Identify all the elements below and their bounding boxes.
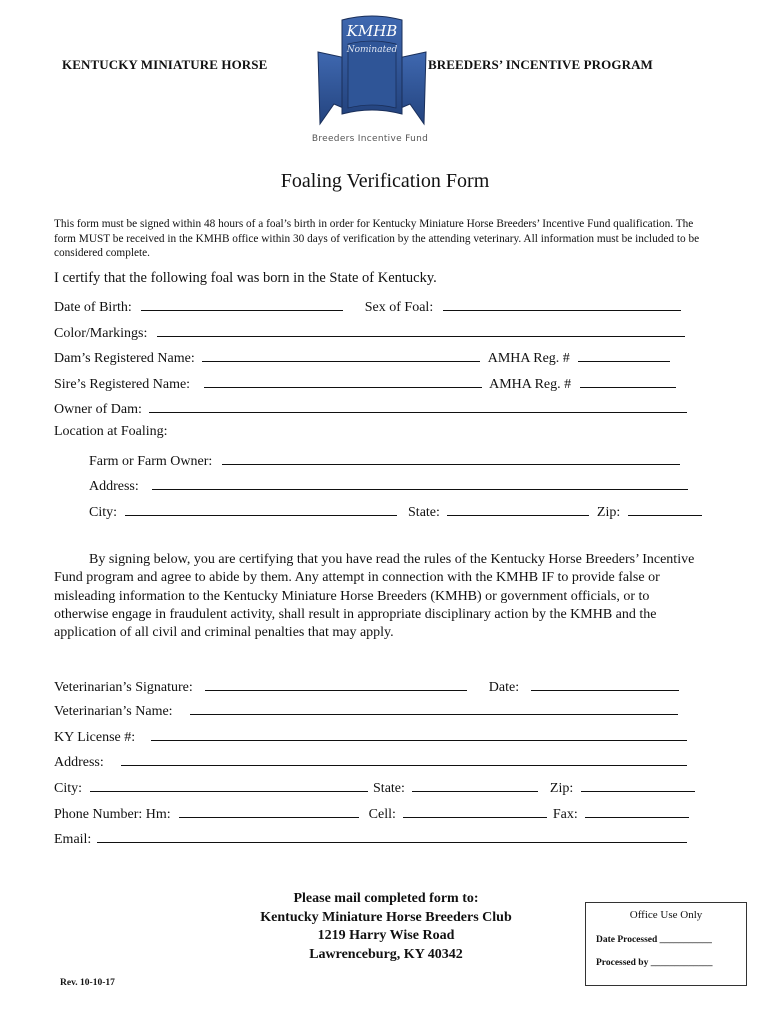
phone-label: Phone Number: Hm: xyxy=(54,807,171,822)
row-owner xyxy=(54,398,694,418)
row-phone xyxy=(54,803,694,823)
logo-caption: Breeders Incentive Fund xyxy=(311,134,429,144)
sire-field[interactable] xyxy=(204,373,482,388)
mail-line-4: Lawrenceburg, KY 40342 xyxy=(309,946,463,962)
row-email xyxy=(54,828,694,848)
cell-field[interactable] xyxy=(403,803,547,818)
vet-name-field[interactable] xyxy=(190,700,678,715)
address-field[interactable] xyxy=(152,475,688,490)
farm-field[interactable] xyxy=(222,450,680,465)
date-processed[interactable]: Date Processed ___________ xyxy=(596,935,712,945)
intro-text: This form must be signed within 48 hours of a foal’s birth in order for Kentucky Miniature Horse Breeders’ Incentive Fund qualification. The form MUST be received in the KMHB office within 30 days of verification by the attending veterinary. All information must be included to be considered complete. xyxy=(54,218,700,259)
sire-reg-field[interactable] xyxy=(580,373,676,388)
phone-field[interactable] xyxy=(179,803,359,818)
header-left-title: KENTUCKY MINIATURE HORSE xyxy=(62,57,268,72)
vet-city-label: City: xyxy=(54,781,83,796)
farm-label: Farm or Farm Owner: xyxy=(89,454,213,469)
dam-reg-label: AMHA Reg. # xyxy=(487,351,570,366)
vet-zip-field[interactable] xyxy=(581,777,695,792)
row-color xyxy=(54,322,694,342)
form-title: Foaling Verification Form xyxy=(280,170,490,192)
row-farm xyxy=(89,450,694,470)
agreement-text: By signing below, you are certifying that you have read the rules of the Kentucky Horse Breeders’ Incentive Fund program and agree to abide by them. Any attempt in connection with the KMHB IF to provide false or misleading information to the Kentucky Miniature Horse Breeders (KMHB) or government officials, or to otherwise engage in fraudulent activity, shall result in appropriate disciplinary action by the KMHB and the application of all civil and criminal penalties that may apply. xyxy=(54,552,695,641)
header-right-title: BREEDERS’ INCENTIVE PROGRAM xyxy=(428,57,653,72)
dam-reg-field[interactable] xyxy=(578,347,670,362)
cell-label: Cell: xyxy=(368,807,396,822)
license-field[interactable] xyxy=(151,726,687,741)
zip-label: Zip: xyxy=(596,505,621,520)
mail-instructions xyxy=(236,890,536,964)
row-city-state-zip xyxy=(89,501,694,521)
city-field[interactable] xyxy=(125,501,397,516)
sire-label: Sire’s Registered Name: xyxy=(54,377,191,392)
address-label: Address: xyxy=(89,479,139,494)
state-field[interactable] xyxy=(447,501,589,516)
sex-label: Sex of Foal: xyxy=(364,300,434,315)
row-vet-name xyxy=(54,700,694,720)
vet-date-label: Date: xyxy=(488,680,520,695)
row-address xyxy=(89,475,694,495)
color-label: Color/Markings: xyxy=(54,326,148,341)
logo-kmhb-text: KMHB xyxy=(346,22,398,40)
mail-line-1: Please mail completed form to: xyxy=(293,891,479,906)
processed-by[interactable]: Processed by _____________ xyxy=(596,958,713,968)
license-label: KY License #: xyxy=(54,730,136,745)
row-vet-city xyxy=(54,777,694,797)
state-label: State: xyxy=(408,505,440,520)
certify-statement: I certify that the following foal was born in the State of Kentucky. xyxy=(54,270,437,286)
zip-field[interactable] xyxy=(628,501,702,516)
sire-reg-label: AMHA Reg. # xyxy=(489,377,572,392)
row-dam xyxy=(54,347,694,367)
vet-address-label: Address: xyxy=(54,755,104,770)
row-sire xyxy=(54,373,694,393)
office-use-box xyxy=(585,902,747,986)
mail-line-2: Kentucky Miniature Horse Breeders Club xyxy=(260,909,512,925)
owner-label: Owner of Dam: xyxy=(54,402,142,417)
kmhb-logo xyxy=(312,14,432,154)
logo-nominated-text: Nominated xyxy=(346,45,398,55)
location-label: Location at Foaling: xyxy=(54,424,168,439)
vet-address-field[interactable] xyxy=(121,751,687,766)
dob-label: Date of Birth: xyxy=(54,300,132,315)
city-label: City: xyxy=(89,505,118,520)
vet-state-label: State: xyxy=(373,781,405,796)
vet-name-label: Veterinarian’s Name: xyxy=(54,704,173,719)
revision-label: Rev. 10-10-17 xyxy=(60,978,115,988)
row-license xyxy=(54,726,694,746)
fax-field[interactable] xyxy=(585,803,689,818)
vet-signature-label: Veterinarian’s Signature: xyxy=(54,680,193,695)
dob-field[interactable] xyxy=(141,296,343,311)
dam-field[interactable] xyxy=(202,347,480,362)
row-dob-sex xyxy=(54,296,694,316)
color-field[interactable] xyxy=(157,322,685,337)
vet-state-field[interactable] xyxy=(412,777,538,792)
row-vet-address xyxy=(54,751,694,771)
dam-label: Dam’s Registered Name: xyxy=(54,351,195,366)
owner-field[interactable] xyxy=(149,398,687,413)
row-vet-signature xyxy=(54,676,694,696)
vet-date-field[interactable] xyxy=(531,676,679,691)
sex-field[interactable] xyxy=(443,296,681,311)
email-label: Email: xyxy=(54,832,92,847)
fax-label: Fax: xyxy=(552,807,578,822)
mail-line-3: 1219 Harry Wise Road xyxy=(317,928,455,943)
email-field[interactable] xyxy=(97,828,687,843)
office-use-heading: Office Use Only xyxy=(629,909,703,921)
vet-zip-label: Zip: xyxy=(549,781,574,796)
vet-city-field[interactable] xyxy=(90,777,368,792)
vet-signature-field[interactable] xyxy=(205,676,467,691)
